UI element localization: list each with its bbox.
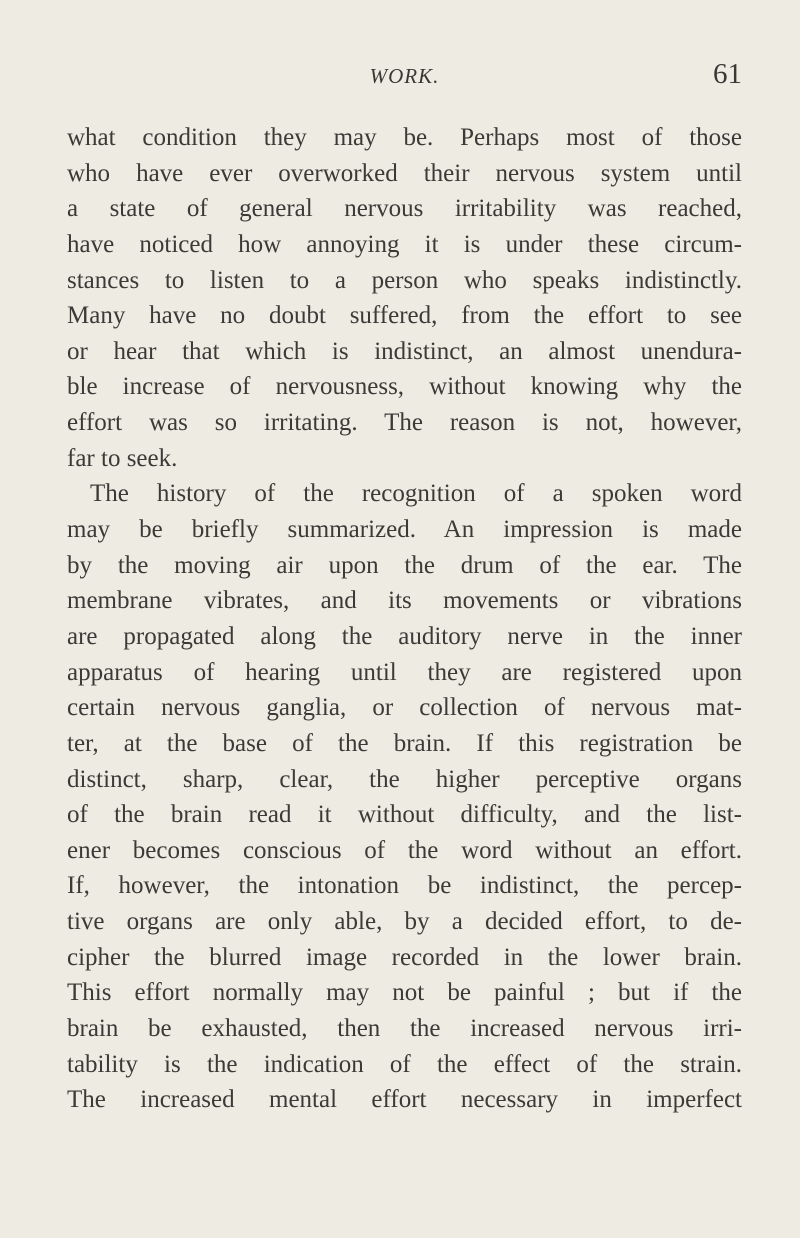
text-line: If, however, the intonation be indistinct, the percep- — [67, 872, 742, 900]
body-text — [67, 120, 742, 1118]
text-line: far to seek. — [67, 444, 178, 472]
text-line: may be briefly summarized. An impression is made — [67, 516, 742, 544]
running-head — [67, 56, 742, 104]
text-line: Many have no doubt suffered, from the effort to see — [67, 302, 742, 330]
text-line: ener becomes conscious of the word without an effort. — [67, 836, 742, 864]
paragraph-first-line: The history of the recognition of a spoken word — [90, 480, 742, 508]
text-line: stances to listen to a person who speaks indistinctly. — [67, 266, 742, 294]
text-line: a state of general nervous irritability was reached, — [67, 195, 742, 223]
text-line: what condition they may be. Perhaps most of those — [67, 124, 742, 151]
text-line: or hear that which is indistinct, an almost unendura- — [67, 337, 742, 365]
text-line: ter, at the base of the brain. If this registration be — [67, 729, 742, 757]
text-line: brain be exhausted, then the increased nervous irri- — [67, 1015, 742, 1043]
text-line: apparatus of hearing until they are registered upon — [67, 658, 742, 686]
text-line: membrane vibrates, and its movements or vibrations — [67, 587, 742, 615]
text-line: by the moving air upon the drum of the ear. The — [67, 551, 742, 579]
text-line: distinct, sharp, clear, the higher perceptive organs — [67, 765, 742, 793]
text-line: cipher the blurred image recorded in the lower brain. — [67, 943, 742, 971]
text-line: have noticed how annoying it is under these circum- — [67, 230, 742, 258]
text-line: tability is the indication of the effect of the strain. — [67, 1050, 742, 1078]
text-line: are propagated along the auditory nerve in the inner — [67, 622, 742, 650]
text-line: This effort normally may not be painful ; but if the — [67, 979, 742, 1007]
text-line: of the brain read it without difficulty, and the list- — [67, 801, 742, 829]
text-line: tive organs are only able, by a decided effort, to de- — [67, 908, 742, 936]
text-line: The increased mental effort necessary in imperfect — [67, 1086, 742, 1114]
text-line: effort was so irritating. The reason is not, however, — [67, 409, 742, 437]
running-head-title: WORK. — [369, 64, 440, 88]
text-line: certain nervous ganglia, or collection of nervous mat- — [67, 694, 742, 722]
page-number: 61 — [713, 58, 742, 90]
text-line: ble increase of nervousness, without knowing why the — [67, 373, 742, 401]
text-line: who have ever overworked their nervous system until — [67, 159, 742, 187]
